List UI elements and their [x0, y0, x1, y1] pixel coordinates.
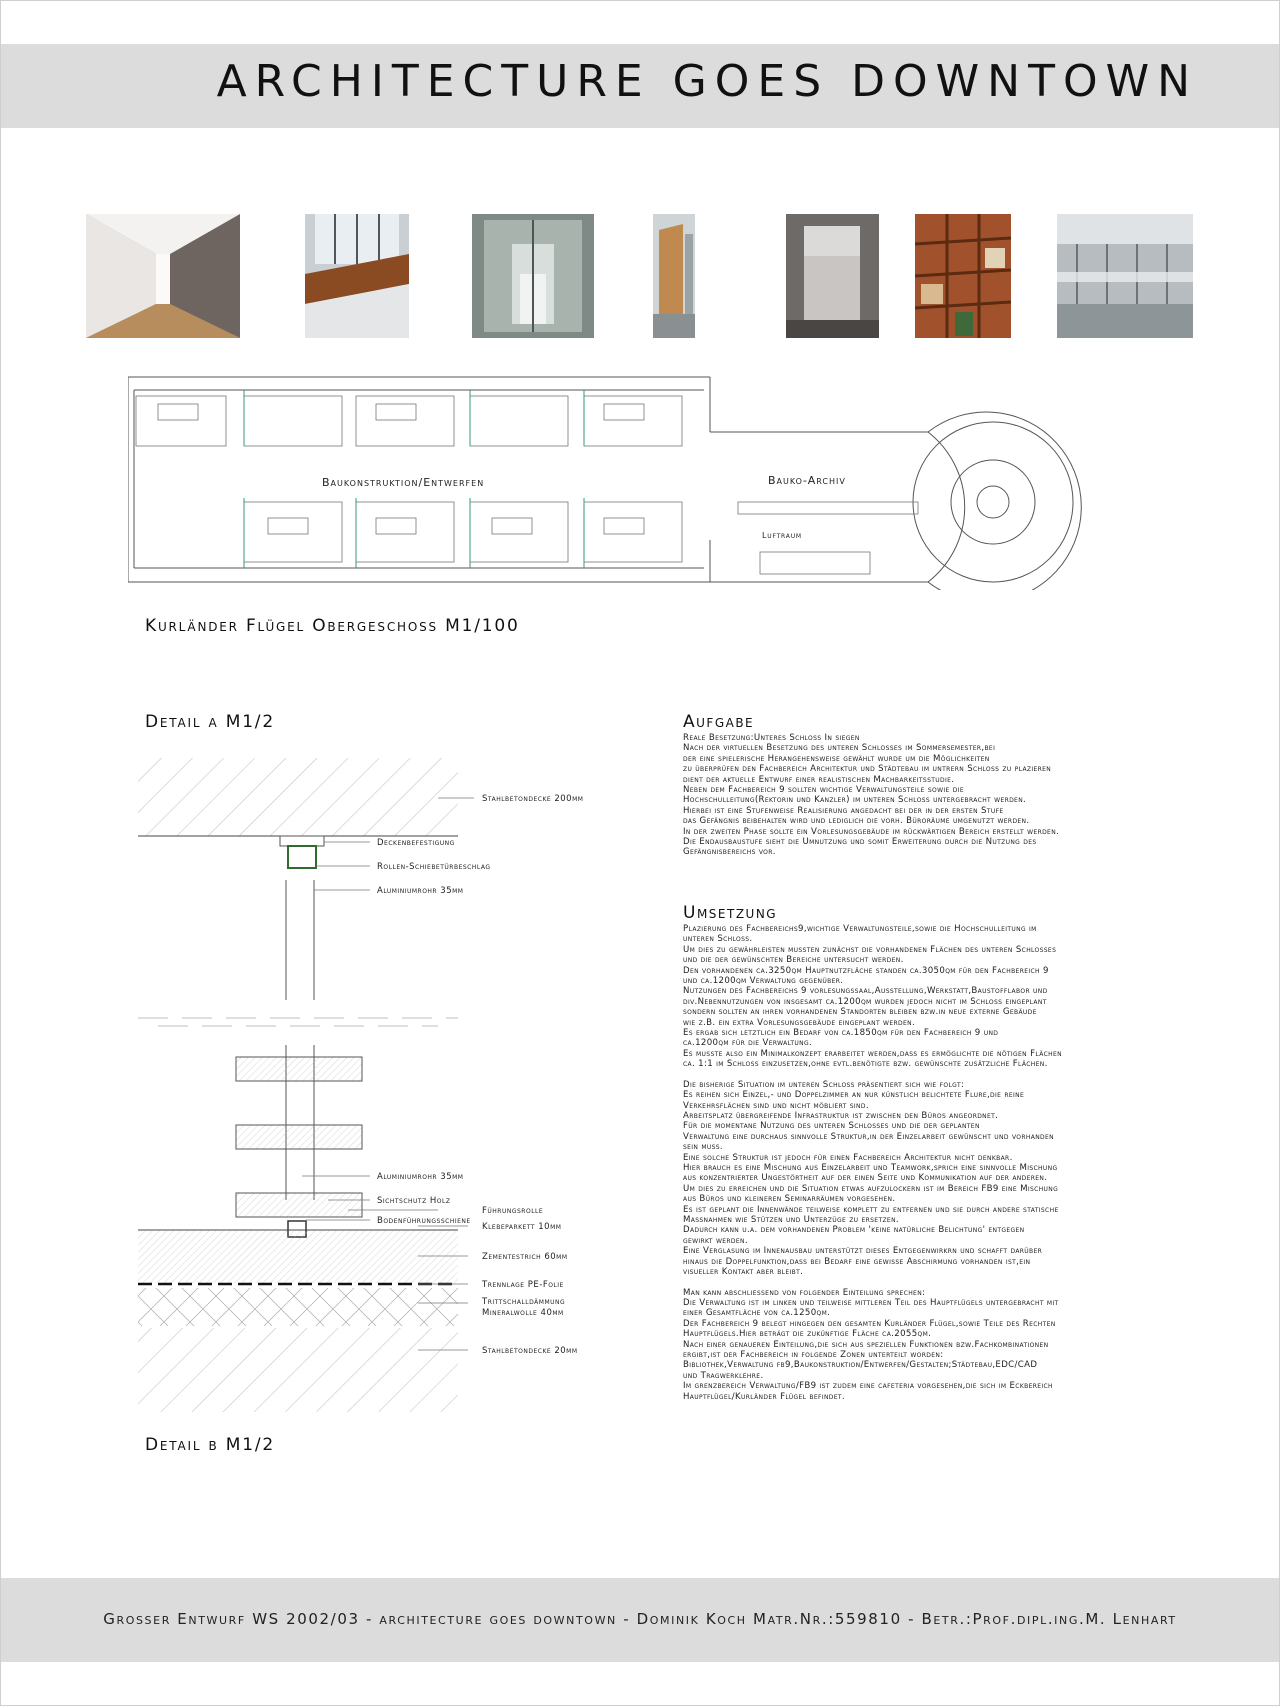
text-line: Hauptflügel/Kurländer Flügel befindet.: [683, 1391, 846, 1402]
text-line: aus Büros und kleineren Seminarräumen vorgesehen.: [683, 1194, 896, 1205]
label-fuehrungsrolle: Führungsrolle: [482, 1206, 544, 1216]
glass-partition-photo: [1057, 214, 1193, 338]
text-line: Gefängnisbereichs vor.: [683, 847, 776, 858]
text-line: Der Fachbereich 9 belegt hingegen den gesamten Kurländer Flügel,sowie Teile des Rechten: [683, 1318, 1056, 1329]
text-line: Hochschulleitung(Rektorin und Kanzler) im unteren Schloss untergebracht werden.: [683, 795, 1027, 806]
text-line: ca. 1:1 im Schloss einzusetzen,ohne evtl.benötigte bzw. gewünschte zusätzliche Flächen.: [683, 1059, 1048, 1070]
text-line: Massnahmen wie Stützen und Unterzüge zu ersetzen.: [683, 1214, 899, 1225]
wooden-door-photo: [653, 214, 695, 338]
label-stahlbeton-20: Stahlbetondecke 20mm: [482, 1346, 578, 1356]
text-line: unteren Schloss.: [683, 934, 753, 945]
text-line: Hier brauch es eine Mischung aus Einzelarbeit und Teamwork,sprich eine sinnvolle Mischung: [683, 1162, 1058, 1173]
text-line: Um dies zu erreichen und die Situation etwas aufzulockern ist im Bereich FB9 eine Mischung: [683, 1183, 1059, 1194]
aufgabe-heading: Aufgabe: [683, 712, 755, 732]
text-line: Nach einer genaueren Einteilung,die sich aus speziellen Funktionen bzw.Fachkombinationen: [683, 1339, 1049, 1350]
text-line: einer Gesamtfläche von ca.1250qm.: [683, 1308, 831, 1319]
text-line: visueller Kontakt aber bleibt.: [683, 1266, 804, 1277]
text-line: Die Verwaltung ist im linken und teilweise mittleren Teil des Hauptflügels untergebracht mit: [683, 1298, 1059, 1309]
text-line: Es ist geplant die Innenwände teilweise komplett zu entfernen und sie durch andere statische: [683, 1204, 1059, 1215]
plan-label-luftraum: Luftraum: [762, 531, 802, 540]
text-line: Man kann abschliessend von folgender Einteilung sprechen:: [683, 1287, 926, 1298]
text-line: Verkehrsflächen sind und nicht möbliert sind.: [683, 1100, 869, 1111]
label-sichtschutz: Sichtschutz Holz: [377, 1196, 451, 1206]
text-line: sondern sollten an ihren vorhandenen Standorten bleiben bzw.in neue externe Gebäude: [683, 1007, 1037, 1018]
text-line: hinaus die Doppelfunktion,dass bei Bedarf eine gewisse Abschirmung vorhanden ist,ein: [683, 1256, 1031, 1267]
text-line: ca.1200qm für die Verwaltung.: [683, 1038, 813, 1049]
label-trennlage: Trennlage PE-Folie: [482, 1280, 564, 1290]
text-line: wie z.B. ein extra Vorlesungsgebäude eingeplant werden.: [683, 1017, 916, 1028]
detail-b-caption: Detail b M1/2: [145, 1435, 275, 1455]
text-line: Reale Besetzung:Unteres Schloss In siegen: [683, 733, 860, 743]
text-line: zu überprüfen den Fachbereich Architektur und Städtebau im untrern Schloss zu plazieren: [683, 764, 1052, 775]
plan-label-archive: Bauko-Archiv: [768, 474, 846, 487]
text-line: Bibliothek,Verwaltung fb9,Baukonstruktion/Entwerfen/Gestalten;Städtebau,EDC/CAD: [683, 1360, 1038, 1371]
text-line: sein muss.: [683, 1142, 724, 1153]
poster-title: ARCHITECTURE GOES DOWNTOWN: [216, 56, 1198, 107]
text-line: Dadurch kann u.a. dem vorhandenen Problem 'keine natürliche Belichtung' entgegen: [683, 1225, 1025, 1236]
text-line: Verwaltung eine durchaus sinnvolle Struktur,in der Einzelarbeit gewünscht und vorhanden: [683, 1131, 1054, 1142]
text-line: [683, 1069, 1195, 1079]
text-line: Neben dem Fachbereich 9 sollten wichtige Verwaltungsteile sowie die: [683, 784, 964, 795]
label-deckenbefestigung: Deckenbefestigung: [377, 838, 455, 848]
umsetzung-heading: Umsetzung: [683, 903, 778, 923]
text-line: das Gefängnis beibehalten wird und lediglich die vorh. Büroräume umgenutzt werden.: [683, 816, 1030, 827]
label-stahlbeton-200: Stahlbetondecke 200mm: [482, 794, 584, 804]
office-window-photo: [305, 214, 409, 338]
floor-plan: [128, 372, 1100, 590]
text-line: Plazierung des Fachbereichs9,wichtige Verwaltungsteile,sowie die Hochschulleitung im: [683, 924, 1037, 934]
text-line: Nutzungen des Fachbereichs 9 vorlesungssaal,Ausstellung,Werkstatt,Baustofflabor und: [683, 986, 1048, 997]
text-line: ergibt,ist der Fachbereich in folgende Zonen unterteilt worden:: [683, 1350, 944, 1361]
text-line: gewirkt werden.: [683, 1235, 748, 1246]
text-line: und ca.1200qm Verwaltung gegenüber.: [683, 975, 844, 986]
text-line: und Tragwerklehre.: [683, 1370, 764, 1381]
text-line: Um dies zu gewährleisten mussten zunächst die vorhandenen Flächen des unteren Schlosses: [683, 944, 1057, 955]
text-line: In der zweiten Phase sollte ein Vorlesungsgebäude im rückwärtigen Bereich erstellt werden.: [683, 826, 1060, 837]
text-line: Die Endausbaustufe sieht die Umnutzung und somit Erweiterung durch die Nutzung des: [683, 836, 1037, 847]
aufgabe-text: [683, 733, 1195, 858]
text-line: Im grenzbereich Verwaltung/FB9 ist zudem eine cafeteria vorgesehen,die sich im Eckbereich: [683, 1381, 1053, 1392]
glass-door-photo: [472, 214, 594, 338]
label-mineralwolle: Mineralwolle 40mm: [482, 1308, 564, 1318]
detail-a-caption: Detail a M1/2: [145, 712, 275, 732]
text-line: Es ergab sich letztlich ein Bedarf von ca.1850qm für den Fachbereich 9 und: [683, 1027, 999, 1038]
text-line: [683, 1277, 1195, 1287]
plan-label-baukonstruktion: Baukonstruktion/Entwerfen: [322, 476, 485, 489]
footer-credits: Grosser Entwurf WS 2002/03 - architecture goes downtown - Dominik Koch Matr.Nr.:559810 - Betr.:Prof.dipl.ing.M. Lenhart: [103, 1610, 1177, 1628]
text-line: Den vorhandenen ca.3250qm Hauptnutzfläche standen ca.3050qm für den Fachbereich 9: [683, 965, 1049, 976]
text-line: aus konzentrierter Ungestörtheit auf der einen Seite und Kommunikation auf der anderen.: [683, 1173, 1048, 1184]
text-line: Hauptflügels.Hier beträgt die zukünftige Fläche ca.2055qm.: [683, 1329, 932, 1340]
text-line: Eine Verglasung im Innenausbau unterstützt dieses Entgegenwirkrn und schafft darüber: [683, 1246, 1043, 1257]
label-klebeparkett: Klebeparkett 10mm: [482, 1222, 562, 1232]
text-line: Hierbei ist eine Stufenweise Realisierung angedacht bei der in der ersten Stufe: [683, 805, 1004, 816]
label-alu-bottom: Aluminiumrohr 35mm: [377, 1172, 464, 1182]
text-line: Es musste also ein Minimalkonzept erarbeitet werden,dass es ermöglichte die nötigen Flächen: [683, 1048, 1062, 1059]
text-line: Arbeitsplatz übergreifende Infrastruktur ist zwischen den Büros angeordnet.: [683, 1111, 999, 1122]
bookshelf-photo: [915, 214, 1011, 338]
detail-drawing: [138, 750, 618, 1420]
umsetzung-text: [683, 924, 1195, 1402]
label-trittschall: Trittschalldämmung: [482, 1297, 566, 1307]
plan-caption: Kurländer Flügel Obergeschoss M1/100: [145, 616, 520, 636]
corridor-photo: [86, 214, 240, 338]
frosted-panel-photo: [786, 214, 879, 338]
label-bodenfuehrung: Bodenführungsschiene: [377, 1216, 471, 1226]
text-line: Die bisherige Situation im unteren Schloss präsentiert sich wie folgt:: [683, 1079, 965, 1090]
text-line: der eine spielerische Herangehensweise gewählt wurde um die Möglichkeiten: [683, 753, 990, 764]
text-line: Für die momentane Nutzung des unteren Schlosses und die der geplanten: [683, 1121, 980, 1132]
label-zementestrich: Zementestrich 60mm: [482, 1252, 568, 1262]
text-line: dient der aktuelle Entwurf einer realistischen Machbarkeitsstudie.: [683, 774, 955, 785]
text-line: div.Nebennutzungen von insgesamt ca.1200qm wurden jedoch nicht im Schloss eingeplant: [683, 996, 1047, 1007]
text-line: Nach der virtuellen Besetzung des unteren Schlosses im Sommersemester,bei: [683, 743, 996, 754]
text-line: Es reihen sich Einzel,- und Doppelzimmer an nur künstlich belichtete Flure,die reine: [683, 1090, 1025, 1101]
text-line: Eine solche Struktur ist jedoch für einen Fachbereich Architektur nicht denkbar.: [683, 1152, 1013, 1163]
label-alu-top: Aluminiumrohr 35mm: [377, 886, 464, 896]
text-line: und die der gewünschten Bereiche untersucht werden.: [683, 955, 904, 966]
label-rollen: Rollen-Schiebetürbeschlag: [377, 862, 491, 872]
